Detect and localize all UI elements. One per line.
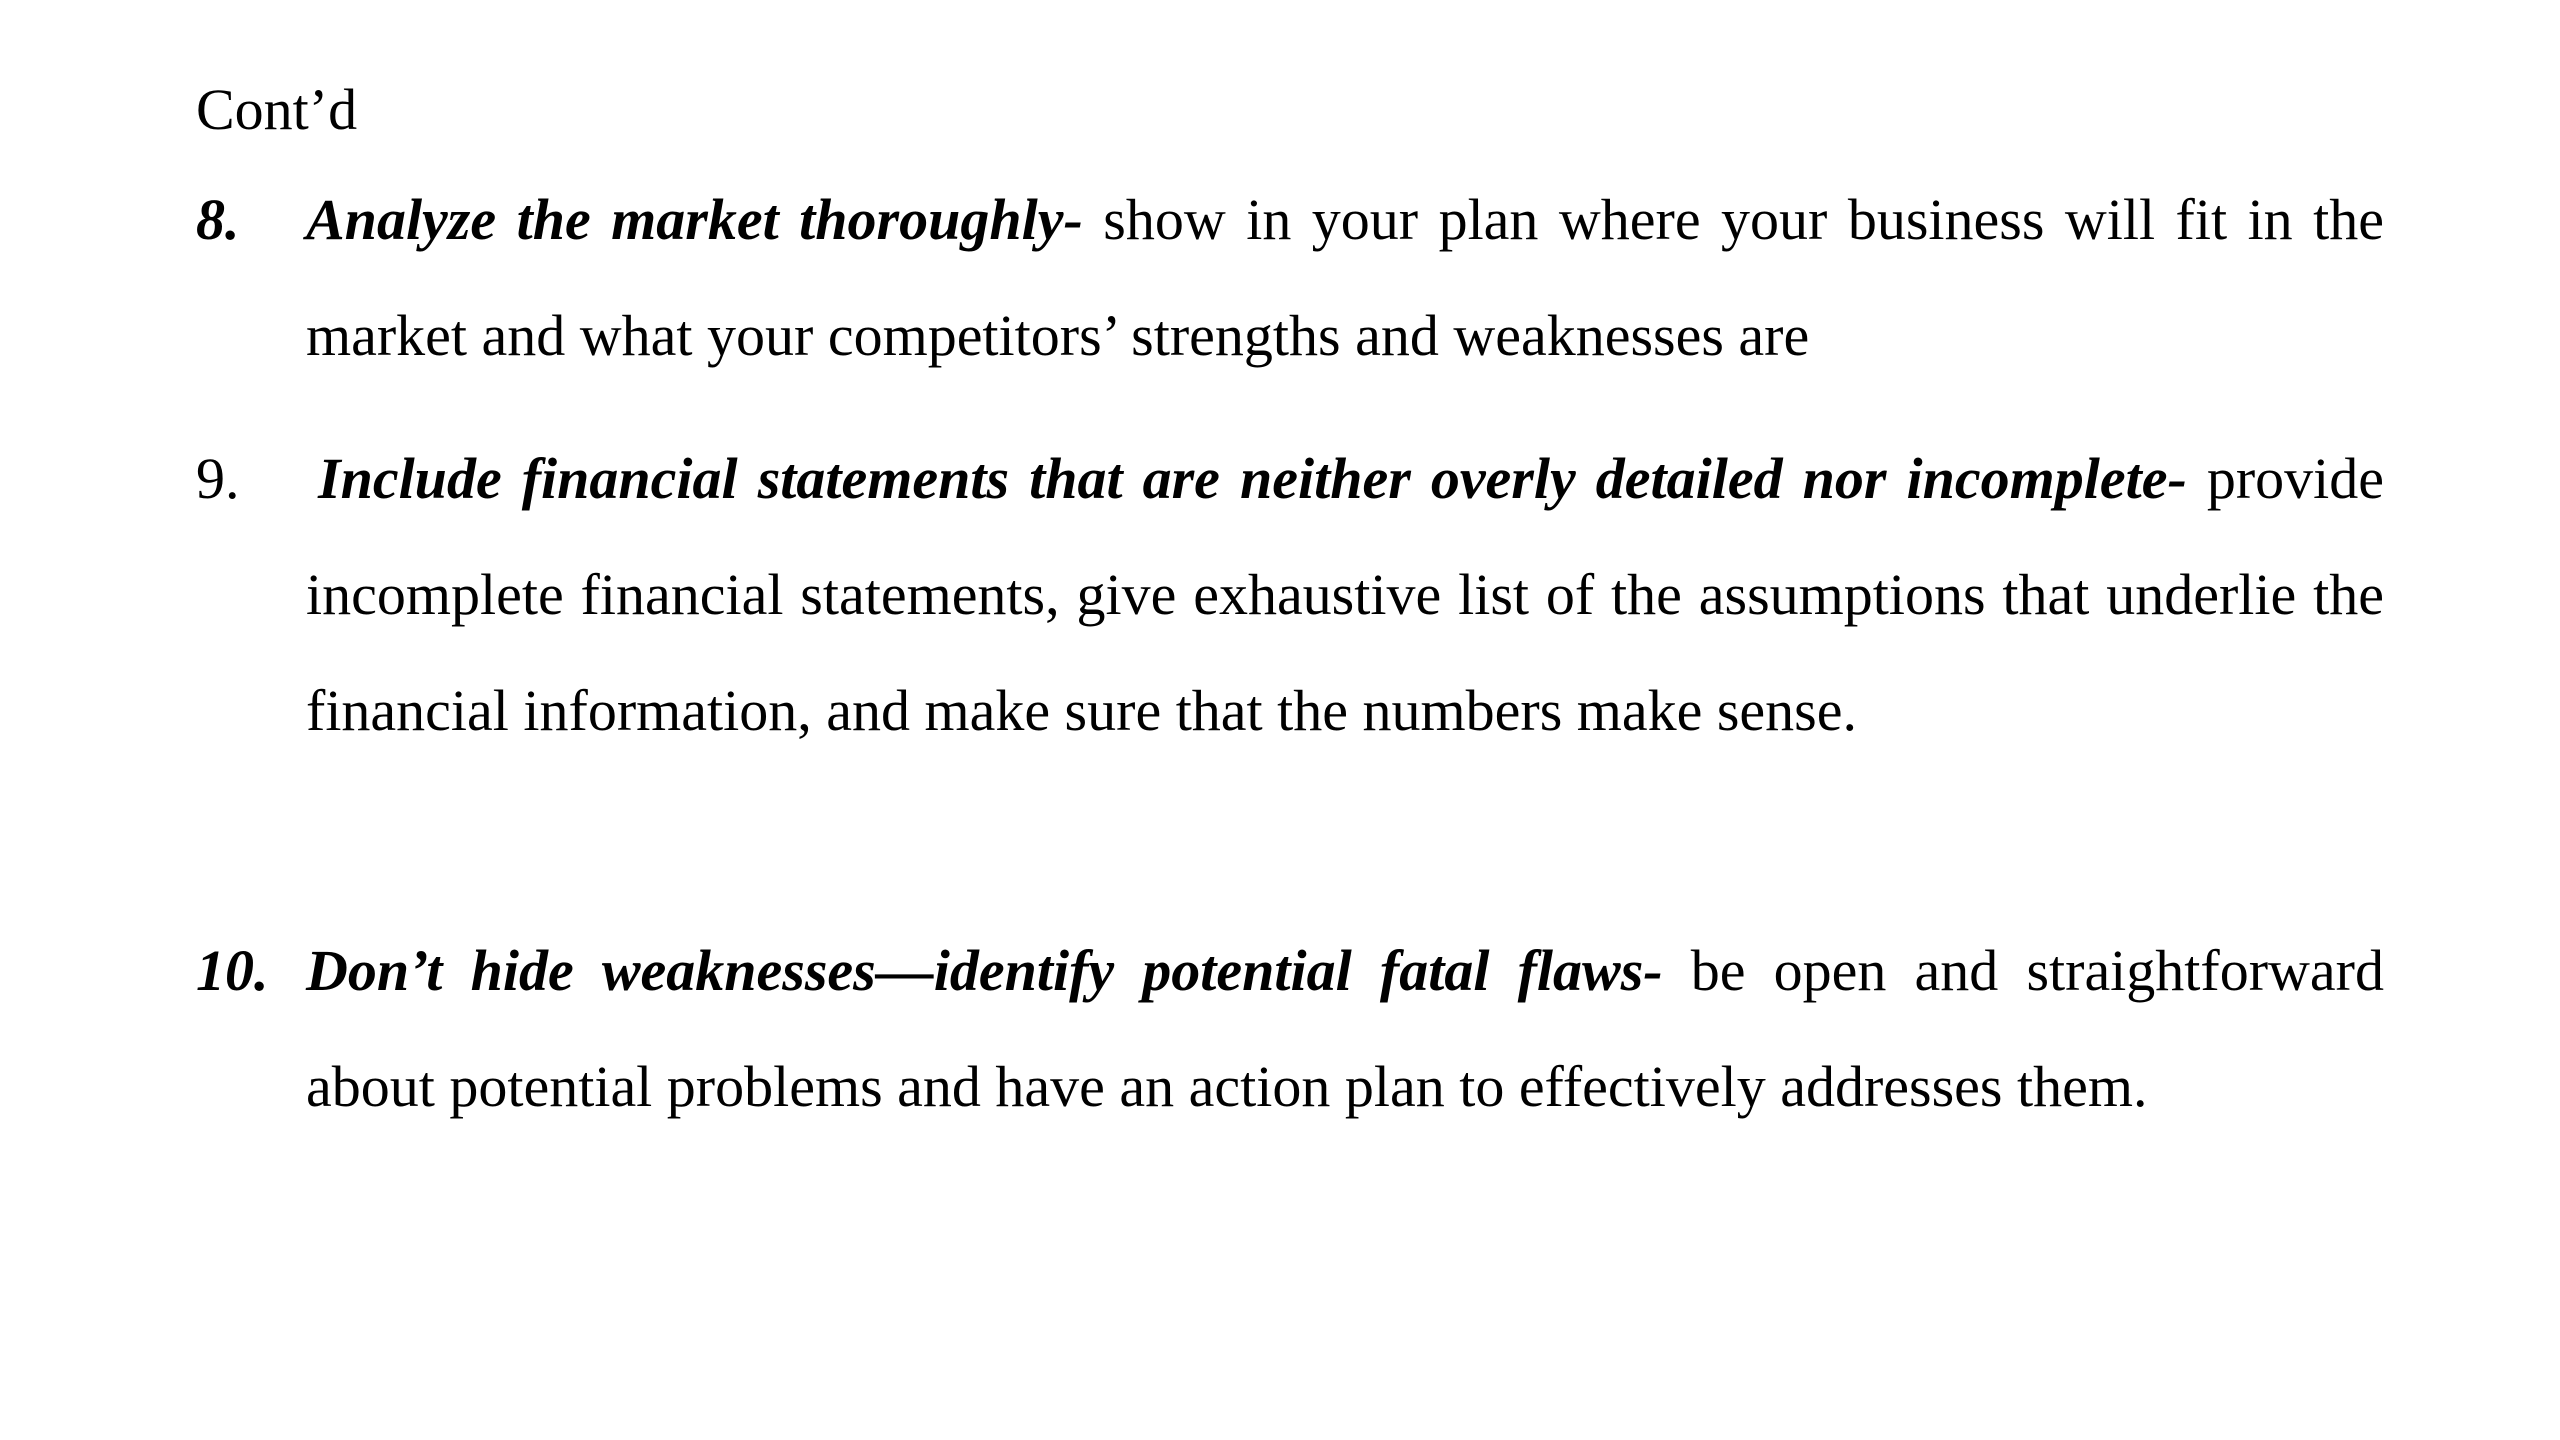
list-item-body [306, 421, 2384, 769]
list-item-10 [196, 913, 2384, 1145]
list-item-heading: Don’t hide weaknesses—identify potential fatal flaws- [306, 938, 1663, 1003]
list-item-9 [196, 421, 2384, 769]
list-item-number: 9. [196, 446, 240, 511]
list-item-number: 8. [196, 187, 240, 252]
list-item-text: show in your plan where your business will fit in the market and what your competitors’ strengths and weaknesses are [306, 187, 2385, 368]
list-item-text: provide incomplete financial statements, give exhaustive list of the assumptions that underlie the financial information, and make sure that the numbers make sense. [306, 446, 2384, 743]
list-item-number: 10. [196, 938, 269, 1003]
list-item-body [306, 162, 2384, 394]
list-item-body [306, 913, 2384, 1145]
list-item-text: be open and straightforward about potential problems and have an action plan to effectively addresses them. [306, 938, 2384, 1119]
continued-label: Cont’d [196, 77, 358, 142]
list-item-heading: Analyze the market thoroughly- [306, 187, 1083, 252]
list-item-heading: Include financial statements that are neither overly detailed nor incomplete- [318, 446, 2187, 511]
list-item-8 [196, 162, 2384, 394]
